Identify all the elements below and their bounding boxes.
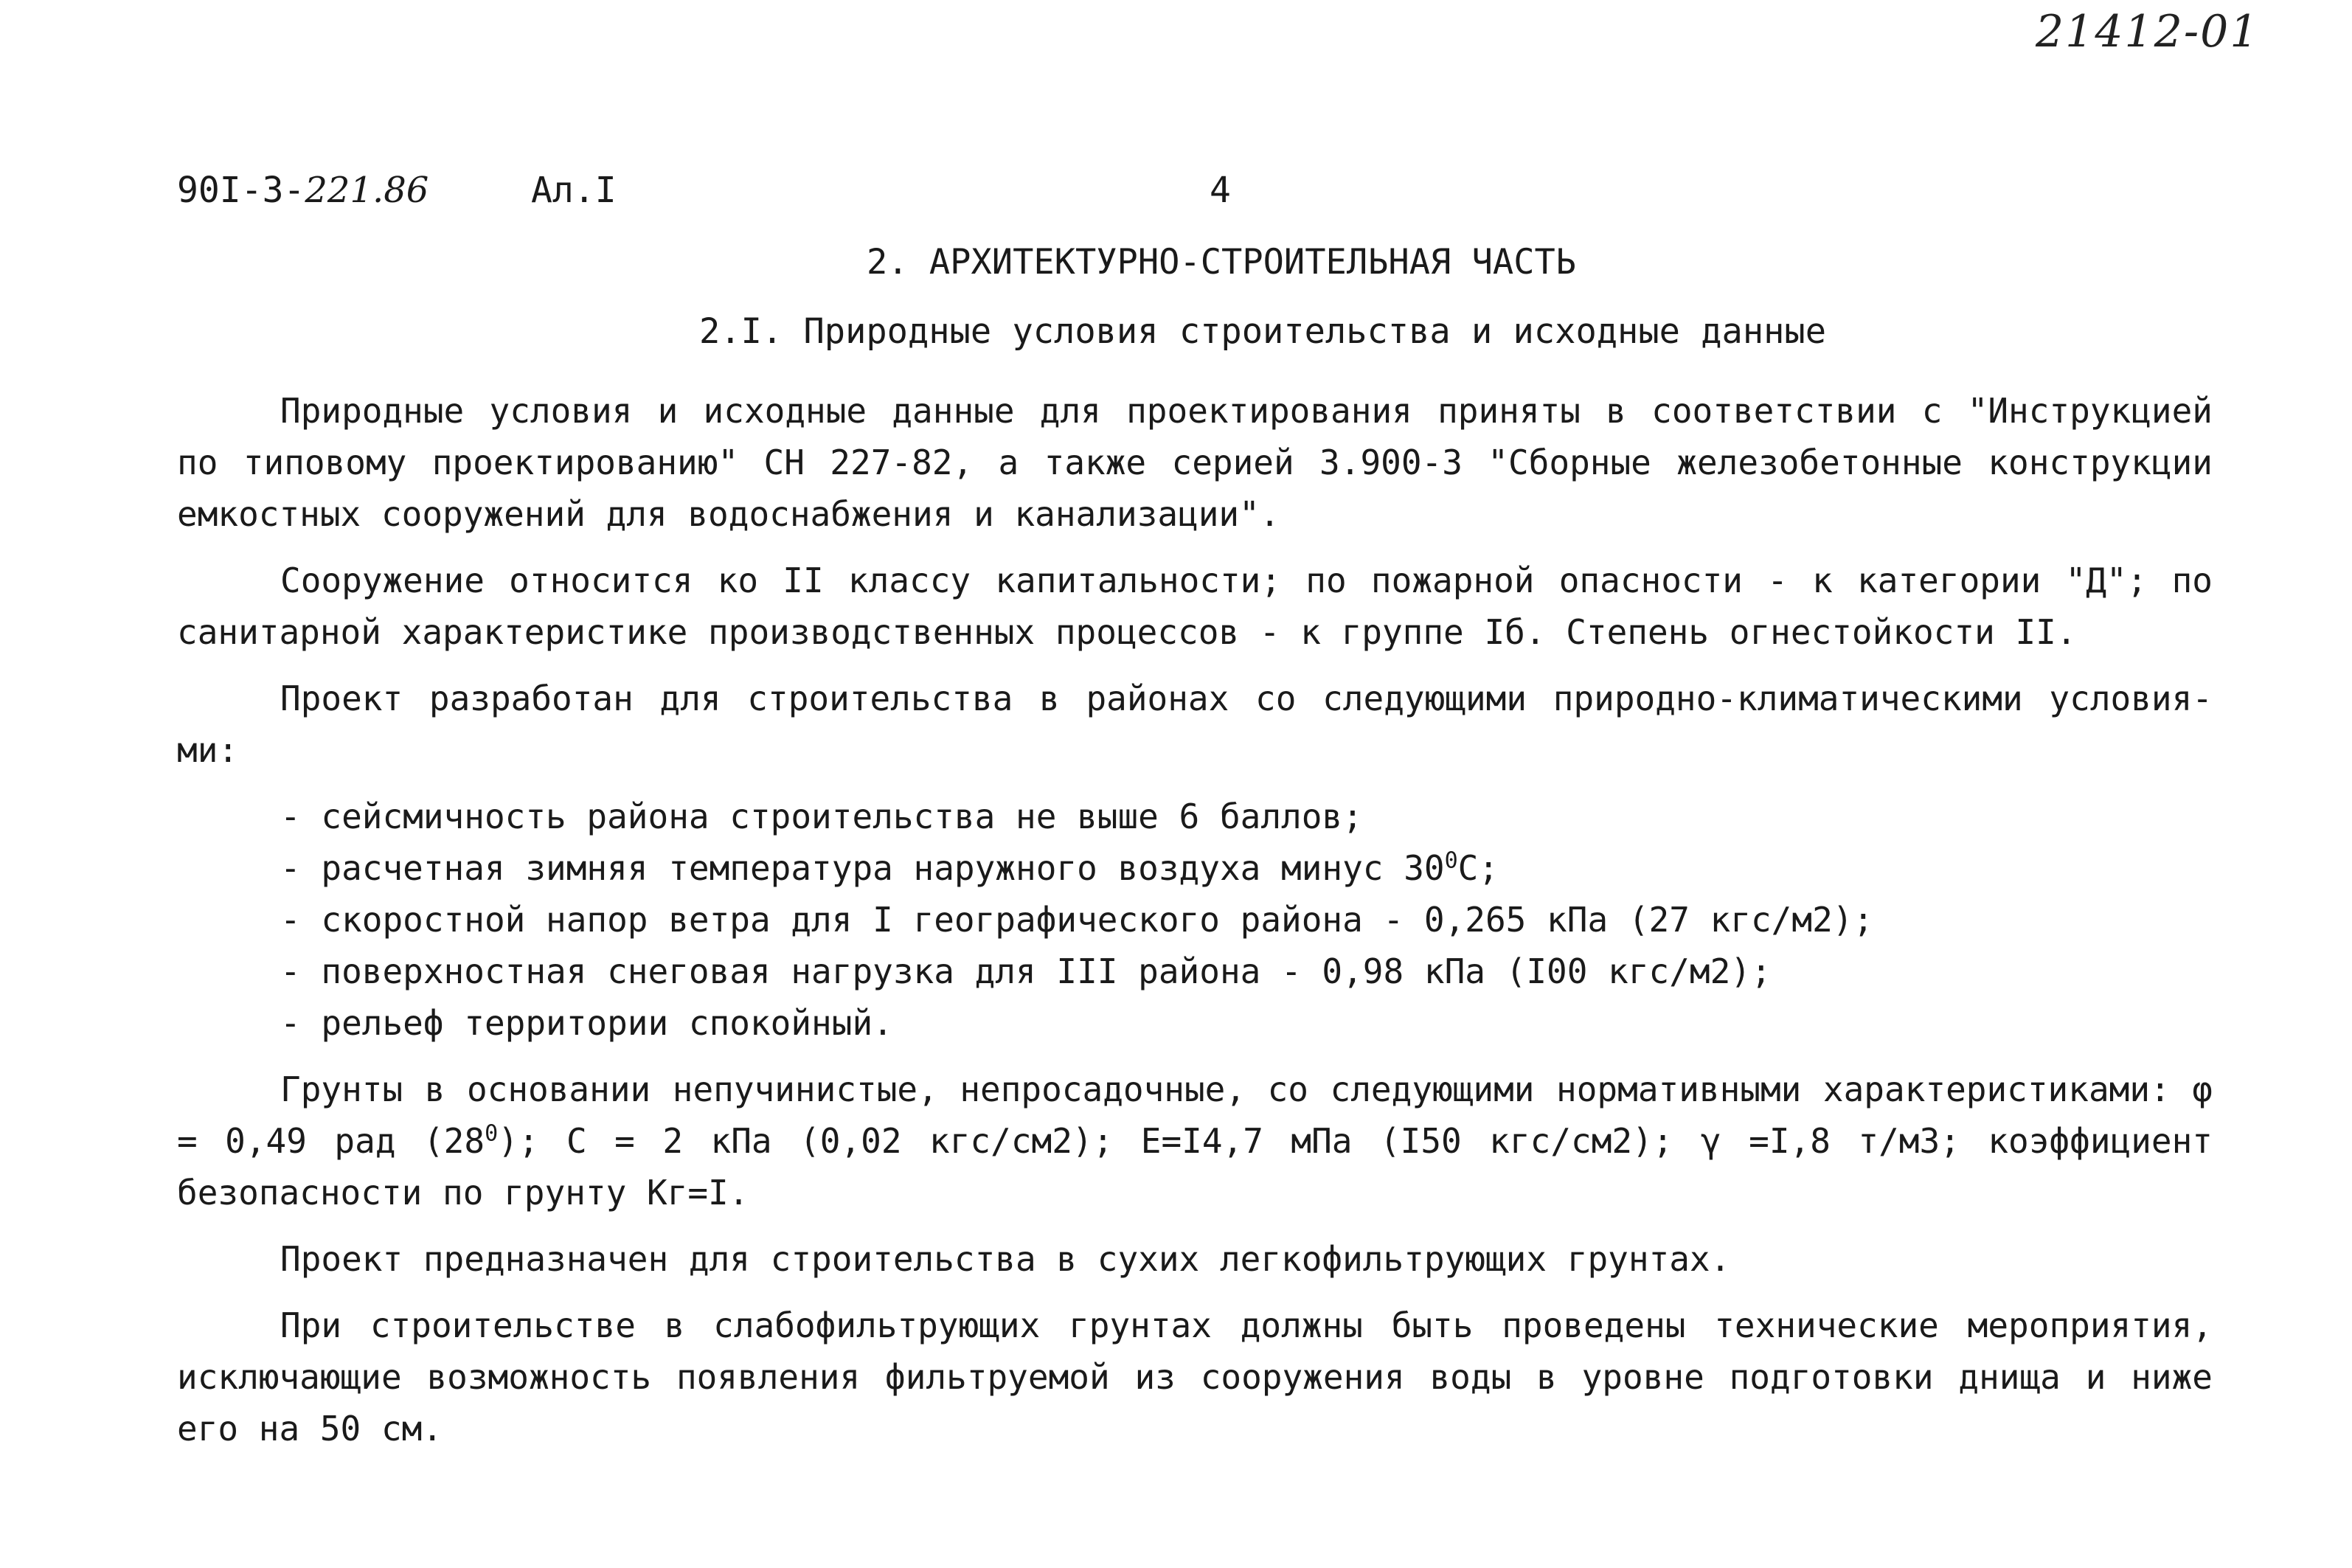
list-item-text: - расчетная зимняя температура наружного воздуха минус 30 <box>280 848 1445 888</box>
degree-sup: 0 <box>485 1120 499 1147</box>
soil-phi: φ = 0,49 рад (28 <box>177 1069 2213 1161</box>
paragraph-soil <box>177 1064 2213 1218</box>
list-item: - сейсмичность района строительства не выше 6 баллов; <box>280 797 1363 836</box>
list-item <box>177 842 2213 894</box>
document-code <box>177 170 429 211</box>
soil-line1: Грунты в основании непучинистые, непросадочные, со следующими нормативными характеристиками: <box>280 1069 2171 1109</box>
handwritten-archive-number: 21412-01 <box>2036 6 2260 58</box>
sheet-label: Ал.I <box>531 170 617 211</box>
soil-rest: ); С = 2 кПа (0,02 кгс/см2); Е=I4,7 мПа (I50 кгс/см2); γ =I,8 т/м3; коэффициент безопасности по грунту Кг=I. <box>177 1121 2213 1213</box>
climate-conditions-list <box>177 791 2213 1049</box>
paragraph-climate-intro: Проект разработан для строительства в районах со следующими природно-климатическими условия-ми: <box>177 679 2213 770</box>
subsection-title: 2.I. Природные условия строительства и исходные данные <box>699 311 1827 352</box>
section-title: 2. АРХИТЕКТУРНО-СТРОИТЕЛЬНАЯ ЧАСТЬ <box>867 242 1577 282</box>
list-item-tail: С; <box>1457 848 1499 888</box>
page-header <box>177 170 2213 221</box>
document-code-printed: 90I-3- <box>177 170 305 211</box>
paragraph-dry-soil: Проект предназначен для строительства в сухих легкофильтрующих грунтах. <box>280 1239 1731 1279</box>
paragraph-initial-data: Природные условия и исходные данные для проектирования приняты в соответствии с "Инструкцией по типовому проектированию" СН 227-82, а также серией 3.900-3 "Сборные железобетонные конструкции емкостных сооружений для водоснабжения и канализации". <box>177 391 2213 534</box>
degree-sup: 0 <box>1444 847 1458 874</box>
page-number: 4 <box>1210 170 1231 211</box>
paragraph-classification: Сооружение относится ко II классу капитальности; по пожарной опасности - к категории "Д"; по санитарной характеристике производственных процессов - к группе Iб. Степень огнестойкости II. <box>177 561 2213 652</box>
list-item: - скоростной напор ветра для I географического района - 0,265 кПа (27 кгс/м2); <box>280 900 1874 940</box>
list-item: - рельеф территории спокойный. <box>280 1003 893 1043</box>
list-item: - поверхностная снеговая нагрузка для III района - 0,98 кПа (I00 кгс/м2); <box>280 951 1772 991</box>
body-text <box>177 385 2213 1469</box>
paragraph-weak-soil: При строительстве в слабофильтрующих грунтах должны быть проведены технические мероприятия, исключающие возможность появления фильтруемой из сооружения воды в уровне подготовки днища и ниже его на 50 см. <box>177 1305 2213 1449</box>
document-code-handwritten: 221.86 <box>305 170 429 211</box>
